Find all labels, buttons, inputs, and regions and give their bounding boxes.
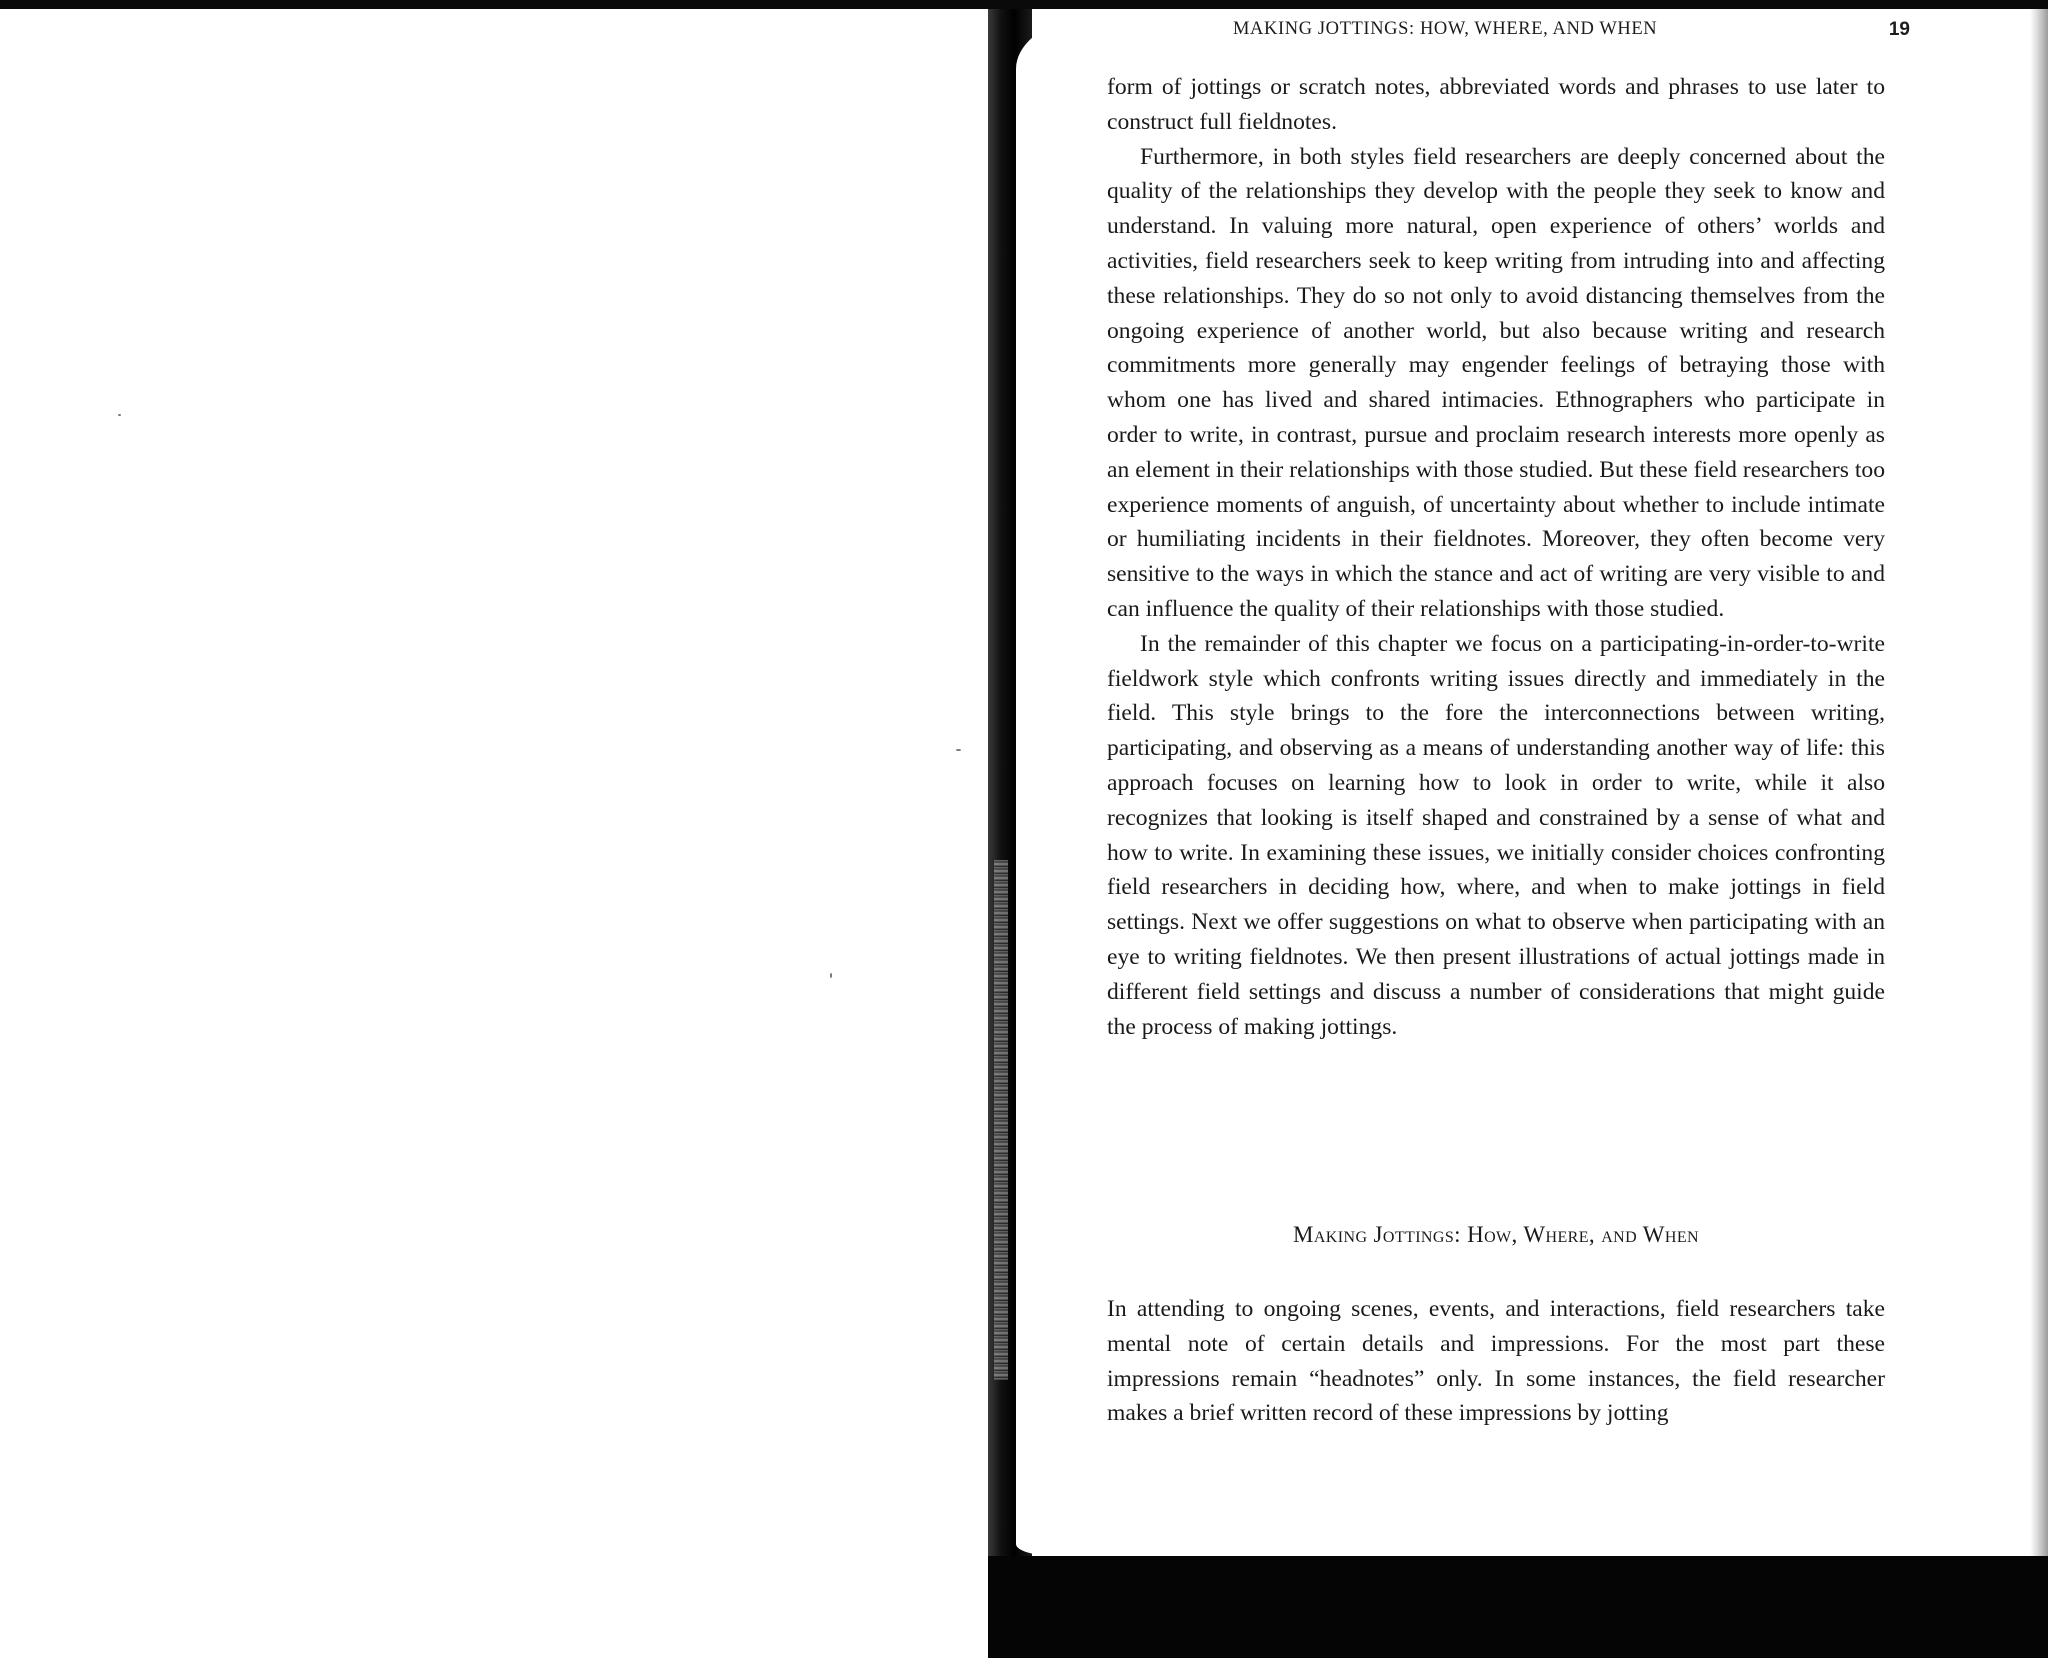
paragraph-relationships: Furthermore, in both styles field researchers are deeply concerned about the quality of the relationships they develop with the people they seek to know and understand. In valuing more natural, open experience of others’ worlds and activities, field researchers seek to keep writing from intruding into and affecting these relationships. They do so not only to avoid distancing themselves from the ongoing experience of another world, but also because writing and research commitments more generally may engender feelings of betraying those with whom one has lived and shared intimacies. Ethnographers who participate in order to write, in contrast, pursue and proclaim research interests more openly as an element in their relationships with those studied. But these field researchers too experience moments of anguish, of uncertainty about whether to include intimate or humiliating incidents in their fieldnotes. Moreover, they often become very sensitive to the ways in which the stance and act of writing are very visible to and can influence the quality of their relationships with those studied. bbox=[1107, 143, 1885, 622]
section-heading: Making Jottings: How, Where, and When bbox=[1293, 1222, 1699, 1247]
paragraph-headnotes: In attending to ongoing scenes, events, and interactions, field researchers take mental note of certain details and impressions. For the most part these impressions remain “headnotes” only. In some instances, the field researcher makes a brief written record of these impressions by jotting bbox=[1107, 1296, 1885, 1427]
page-edge-shadow bbox=[2030, 9, 2048, 1556]
body-text bbox=[1107, 70, 1885, 1044]
top-scan-border bbox=[0, 0, 2048, 9]
paragraph-chapter-focus: In the remainder of this chapter we focus on a participating-in-order-to-write fieldwork style which confronts writing issues directly and immediately in the field. This style brings to the fore the interconnections between writing, participating, and observing as a means of understanding another way of life: this approach focuses on learning how to look in order to write, while it also recognizes that looking is itself shaped and constrained by a sense of what and how to write. In examining these issues, we initially consider choices confronting field researchers in deciding how, where, and when to make jottings in field settings. Next we offer suggestions on what to observe when participating with an eye to writing fieldnotes. We then present illustrations of actual jottings made in different field settings and discuss a number of considerations that might guide the process of making jottings. bbox=[1107, 630, 1885, 1040]
scan-speck bbox=[118, 414, 121, 416]
running-head: MAKING JOTTINGS: HOW, WHERE, AND WHEN bbox=[1233, 19, 1658, 39]
page-number: 19 bbox=[1888, 19, 1910, 40]
paragraph-continuation: form of jottings or scratch notes, abbreviated words and phrases to use later to construct full fieldnotes. bbox=[1107, 74, 1885, 135]
bottom-scan-border bbox=[988, 1556, 2048, 1658]
scan-speck bbox=[830, 973, 832, 978]
gutter-binding-texture bbox=[994, 860, 1008, 1380]
section-body bbox=[1107, 1292, 1885, 1431]
scan-speck bbox=[956, 749, 961, 751]
blank-left-page bbox=[0, 9, 988, 1658]
